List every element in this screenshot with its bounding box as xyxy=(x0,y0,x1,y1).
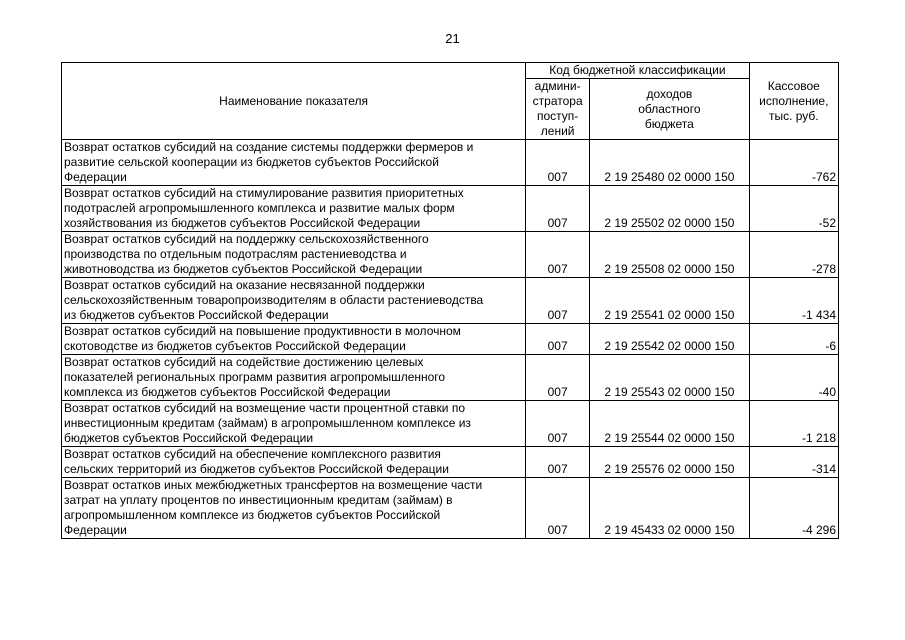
header-admin-line: поступ- xyxy=(537,109,579,123)
income-code-cell: 2 19 25544 02 0000 150 xyxy=(590,401,749,447)
header-code-line: бюджета xyxy=(644,116,694,131)
admin-code-cell: 007 xyxy=(526,355,590,401)
header-amount xyxy=(749,63,838,140)
indicator-name-line: затрат на уплату процентов по инвестиционным кредитам (займам) в xyxy=(64,493,453,507)
amount-cell: -314 xyxy=(749,447,838,478)
amount-cell: -762 xyxy=(749,140,838,186)
income-code-cell: 2 19 25576 02 0000 150 xyxy=(590,447,749,478)
table-row xyxy=(62,232,839,278)
indicator-name-line: Возврат остатков субсидий на поддержку сельскохозяйственного xyxy=(64,232,429,246)
table-row xyxy=(62,401,839,447)
admin-code-cell: 007 xyxy=(526,324,590,355)
header-name: Наименование показателя xyxy=(62,63,526,140)
indicator-name-cell xyxy=(62,278,526,324)
amount-cell: -6 xyxy=(749,324,838,355)
header-code-line: областного xyxy=(638,101,701,116)
amount-cell: -52 xyxy=(749,186,838,232)
budget-table xyxy=(61,62,839,539)
indicator-name-cell xyxy=(62,186,526,232)
page-number: 21 xyxy=(445,31,460,46)
indicator-name-line: скотоводстве из бюджетов субъектов Российской Федерации xyxy=(64,339,406,353)
indicator-name-line: Федерации xyxy=(64,523,127,537)
indicator-name-line: комплекса из бюджетов субъектов Российской Федерации xyxy=(64,385,391,399)
indicator-name-line: Возврат остатков субсидий на оказание несвязанной поддержки xyxy=(64,278,425,292)
indicator-name-line: показателей региональных программ развития агропромышленного xyxy=(64,370,446,384)
indicator-name-line: производства по отдельным подотраслям растениеводства и xyxy=(64,247,407,261)
admin-code-cell: 007 xyxy=(526,478,590,539)
indicator-name-cell xyxy=(62,478,526,539)
indicator-name-line: Федерации xyxy=(64,170,127,184)
admin-code-cell: 007 xyxy=(526,186,590,232)
header-classification-group: Код бюджетной классификации xyxy=(526,63,749,79)
admin-code-cell: 007 xyxy=(526,140,590,186)
header-amount-line: тыс. руб. xyxy=(768,108,819,123)
indicator-name-line: подотраслей агропромышленного комплекса и развитие малых форм xyxy=(64,201,455,215)
indicator-name-line: хозяйствования из бюджетов субъектов Российской Федерации xyxy=(64,216,421,230)
table-row xyxy=(62,355,839,401)
header-admin-line: стратора xyxy=(532,94,583,108)
indicator-name-line: развитие сельской кооперации из бюджетов субъектов Российской xyxy=(64,155,439,169)
indicator-name-cell xyxy=(62,447,526,478)
table-row xyxy=(62,447,839,478)
header-amount-line: Кассовое xyxy=(767,78,820,93)
admin-code-cell: 007 xyxy=(526,447,590,478)
indicator-name-line: Возврат остатков субсидий на возмещение части процентной ставки по xyxy=(64,401,465,415)
indicator-name-line: Возврат остатков иных межбюджетных трансфертов на возмещение части xyxy=(64,478,483,492)
income-code-cell: 2 19 25480 02 0000 150 xyxy=(590,140,749,186)
indicator-name-line: Возврат остатков субсидий на стимулирование развития приоритетных xyxy=(64,186,464,200)
amount-cell: -1 218 xyxy=(749,401,838,447)
indicator-name-cell xyxy=(62,401,526,447)
table-row xyxy=(62,478,839,539)
indicator-name-line: Возврат остатков субсидий на обеспечение комплексного развития xyxy=(64,447,441,461)
income-code-cell: 2 19 25502 02 0000 150 xyxy=(590,186,749,232)
amount-cell: -278 xyxy=(749,232,838,278)
table-row xyxy=(62,324,839,355)
indicator-name-line: сельскохозяйственным товаропроизводителям в области растениеводства xyxy=(64,293,484,307)
indicator-name-line: Возврат остатков субсидий на повышение продуктивности в молочном xyxy=(64,324,461,338)
indicator-name-line: животноводства из бюджетов субъектов Российской Федерации xyxy=(64,262,423,276)
header-admin-line: лений xyxy=(540,124,575,138)
amount-cell: -40 xyxy=(749,355,838,401)
indicator-name-line: сельских территорий из бюджетов субъектов Российской Федерации xyxy=(64,462,449,476)
table-row xyxy=(62,140,839,186)
header-admin xyxy=(526,79,590,140)
income-code-cell: 2 19 25508 02 0000 150 xyxy=(590,232,749,278)
indicator-name-cell xyxy=(62,232,526,278)
indicator-name-line: бюджетов субъектов Российской Федерации xyxy=(64,431,314,445)
indicator-name-line: агропромышленном комплексе из бюджетов субъектов Российской xyxy=(64,508,441,522)
indicator-name-cell xyxy=(62,355,526,401)
indicator-name-line: инвестиционным кредитам (займам) в агропромышленном комплексе из xyxy=(64,416,471,430)
header-code-line: доходов xyxy=(646,86,693,101)
income-code-cell: 2 19 25543 02 0000 150 xyxy=(590,355,749,401)
income-code-cell: 2 19 25541 02 0000 150 xyxy=(590,278,749,324)
admin-code-cell: 007 xyxy=(526,401,590,447)
amount-cell: -4 296 xyxy=(749,478,838,539)
admin-code-cell: 007 xyxy=(526,278,590,324)
indicator-name-cell xyxy=(62,140,526,186)
header-amount-line: исполнение, xyxy=(759,93,829,108)
indicator-name-line: Возврат остатков субсидий на содействие достижению целевых xyxy=(64,355,424,369)
table-row xyxy=(62,186,839,232)
indicator-name-cell xyxy=(62,324,526,355)
amount-cell: -1 434 xyxy=(749,278,838,324)
header-code xyxy=(590,79,749,140)
header-admin-line: админи- xyxy=(534,79,581,93)
table-body xyxy=(62,140,839,539)
income-code-cell: 2 19 25542 02 0000 150 xyxy=(590,324,749,355)
table-row xyxy=(62,278,839,324)
admin-code-cell: 007 xyxy=(526,232,590,278)
income-code-cell: 2 19 45433 02 0000 150 xyxy=(590,478,749,539)
indicator-name-line: из бюджетов субъектов Российской Федерации xyxy=(64,308,329,322)
indicator-name-line: Возврат остатков субсидий на создание системы поддержки фермеров и xyxy=(64,140,474,154)
